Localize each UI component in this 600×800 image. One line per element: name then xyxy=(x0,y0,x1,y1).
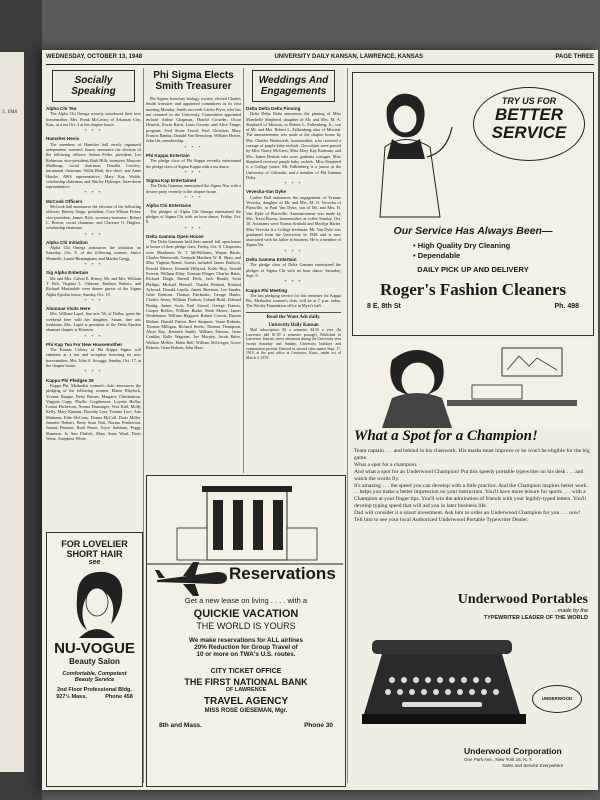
column-phi-sigma xyxy=(146,68,241,488)
socially-item-head: Alumnae Visits Here xyxy=(46,306,91,312)
underwood-body-4: It's amazing . . . the speed you can develop with a little practice. And the Champion inspires better work . . . helps you make a better impression on your instructors. You'll have more leisure for sports . . . with a Champion at your finger tips. You'll win the admiration of friends with your legibly-typed letters. You'll develop typing speed that will aid you in later business life. xyxy=(354,482,590,510)
phi-sigma-item-body: The Delta Gammas held their annual fall open house in honor of their pledge class, Friday, Oct. 8. Chaperons were Meadames W. T. McWilliams, Wayne Harris, Charles Wentworth, Gertrude Marthen, W. R. Shaw, and Miss Virginia Brand. Guests included James Endicott, Ronald Mercer, Kenneth Hillyard, Keith Hoy, Arnold Everett, William Dilay, Norman Flinger, Charles Bates, Richard Daigh, Darrell Deck, Jack Brader, Scott Phillips, Michael Metcalf, Charles Bennett, Richard Aylward, Donald Landis, James Sherman, Lee Sauder, Gene Robison, Thomas Fairbanks, George Hanks, Charles Avery, William Dodson, Leland Bishl, Edward Beulig, James Scott, Paul Stroud, George Francis, Cooper Bollow, William Burke, Mark Moore, James Wodehouse, William Haggard, Robert Cowen, Dayton Molam, Donald Patton, Bert Simpson, Verne Roberts, Thomas Milligan, Richard Steele, Thomas Thompson, Alton Ray, Kenneth Smith, William Parsons, Gene Conklin, Rolle Wagoner, Joe Murphy, Jacob Bales, Wallace McKee, Elden Bell, William McGregor, Grove Roberts, Gene Boloon, John Haas. xyxy=(146,239,241,351)
travel-agency: TRAVEL AGENCY xyxy=(203,696,289,707)
previous-page-date: 3, 1948 xyxy=(2,110,17,115)
phi-sigma-item-head: Delta Gamma Open House xyxy=(146,233,204,239)
socially-item-body: The Alpha Chi Omega sorority introduced their new housemother, Mrs. Frank McCreary of Arkansas City, Kan., at a tea Oct. 3 at the chapter house. xyxy=(46,111,141,127)
separator-stars: * * * xyxy=(84,369,103,375)
socially-item-body: Kappa Phi, Methodist women's club, announces the pledging of the following women: Elaine Blaylock, Yvonne Braque, Betty Brown, Margaret Christianson, Virginia Copp, Phyllis Coughenour, Loyette Hollar, Lorina Hickerson, Norma Hunsinger, Vera Karl, Molly Kelly, Mary Kinnear, Dorothy Lear, Yvonne Lore, Ann Mahuron, Edie McCarty, Donna McCall, Doris Miller, Jeanette Neibert, Betty Sean Nott, Norma Pemberton, Jeanny Pearson, Ruth Pence, Joyce Salsbury, Peggy Shannon, Jo Ann Ehrlich, Mary Anne Ward, Doris Wertz, Josephine White. xyxy=(46,382,141,441)
page-header xyxy=(46,54,594,65)
socially-item-head: Sig Alphs Entertain xyxy=(46,270,89,276)
underwood-badge-text: UNDERWOOD xyxy=(541,696,573,701)
phi-sigma-item-head: Sigma Kap Entertained xyxy=(146,178,197,184)
separator-stars: * * * xyxy=(284,181,303,187)
socially-item-body: Mrs. William Lapel, fine arts '36, of Dallas, spent the weekend here with her daughter, Susan, fine arts freshman. Mrs. Lapel is president of the Delta Epsilon alumnae chapter at Houston. xyxy=(46,311,141,333)
weddings-item-body: The pledge class of Delta Gamma entertained the pledges of Sigma Chi with an hour dance, Saturday, Sept. 9. xyxy=(246,262,341,278)
separator-stars: * * * xyxy=(184,169,203,175)
travel-office: CITY TICKET OFFICE xyxy=(210,668,282,675)
read-want-ads: Read the Want Ads daily. xyxy=(246,312,341,320)
woman-portrait-illustration xyxy=(65,568,125,638)
separator-stars: * * * xyxy=(84,297,103,303)
vogue-top-1: FOR LOVELIER xyxy=(61,539,128,549)
underwood-body-3: And what a spot for an Underwood Champion! Put this speedy portable typewriter on his desk . . . and watch the words fly. xyxy=(354,468,584,482)
student-illustration xyxy=(352,340,592,428)
phi-sigma-item-body: The pledges of Alpha Chi Omega entertained the pledges of Sigma Chi with an hour dance, Friday, Oct. 8. xyxy=(146,208,241,225)
cleaners-bullet-2: • Dependable xyxy=(413,251,461,260)
socially-item-body: The Kansas Colony of Phi Kappa Sigma will entertain at a tea and reception honoring its new housemother, Mrs. John A. Scruggs, Sunday, Oct. 17, at the chapter house. xyxy=(46,347,141,369)
socially-item-body: The members of Hamsher hall newly organized independent women's house, announce the election of the following officers: Selma Feller, president; Lea Robinson, vice-president; Ruth Hills, treasurer; Marjorie Muilhoup, social chairman; Drusilla Crowley, intramural chairman; Wilda Biatt, fire chief; and Anne Hawke, AWS representative; Mary Kay Waldo, scholarship chairman; and Shirley Hyberger, Inter-dorm representative. xyxy=(46,141,141,190)
column-rule-1 xyxy=(143,68,144,783)
column-rule-3 xyxy=(347,68,348,783)
separator-stars: * * * xyxy=(184,225,203,231)
vogue-tag-2: Beauty Service xyxy=(74,677,115,683)
travel-line-2: QUICKIE VACATION xyxy=(193,608,299,620)
socially-item-head: Kappa Phi Pledges 29 xyxy=(46,377,94,383)
cleaners-contact xyxy=(367,303,579,310)
weddings-item-head: Delta Gamma Entertain xyxy=(246,257,297,263)
weddings-item-body: Delta Delta Delta announces the pinning of Miss Marybelle Shepherd, daughter of Mr. and Mrs. M. A. Shepherd of Mission, to Robert L. Falkenberg, Jr., son of Mr. and Mrs. Robert L. Falkenberg, also of Mission. The announcement was made at the chapter house by Mrs. Charles Wentworth, housemother, who received a corsage of purple baby orchids. Chocolates were passed by Miss Nancy McGrew, Miss Mary Kay Kottman, and Mrs. James Bertoia who wore gardenia corsages. Miss Shepherd received purple baby orchids. Miss Shepherd is a College junior. Mr. Falkenberg is a junior at the University of Colorado, and a member of Phi Gamma Delta. xyxy=(246,111,341,180)
travel-line-4: We make reservations for ALL airlines xyxy=(189,637,303,644)
socially-item-body: McCook hall announces the election of the following officers: Harvey Stopp, president; Cora Wilson Fisher, vice-president; James Rich, secretary-treasurer; Robert C. Brown, social chairman; and Clarence O. Hughes, scholarship chairman. xyxy=(46,204,141,231)
vogue-top-2: SHORT HAIR xyxy=(66,549,123,559)
underwood-headline: What a Spot for a Champion! xyxy=(354,428,538,444)
previous-page-edge xyxy=(0,52,24,772)
socially-item-body: Alpha Chi Omega announces the initiation on Saturday, Oct. 9, of the following women: Janice Monteith, Laurie Birmingham, and Martha Gregg. xyxy=(46,245,141,261)
underwood-leader: TYPEWRITER LEADER OF THE WORLD xyxy=(483,615,588,621)
socially-items xyxy=(46,106,141,441)
underwood-corp-address: One Park Ave., New York 16, N. Y. xyxy=(464,757,533,762)
typewriter-illustration xyxy=(362,630,532,740)
column-rule-2 xyxy=(243,68,244,473)
separator-stars: * * * xyxy=(84,190,103,196)
underwood-brand: Underwood Portables xyxy=(457,592,588,607)
ad-underwood xyxy=(352,340,592,785)
kansan-subscription: Mail subscription: $3 a semester, $4.50 a year. (In Lawrence add $1.00 a semester postage). Published in Lawrence, Kansas, every afternoon during the University year except Saturday and Sunday. University holidays and examination periods. Entered as second class matter Sept. 17, 1910, at the post office at Lawrence, Kans., under act of March 3, 1879. xyxy=(246,328,341,360)
separator-stars: * * * xyxy=(184,144,203,150)
separator-stars: * * * xyxy=(84,262,103,268)
separator-stars: * * * xyxy=(284,279,303,285)
phi-sigma-item-body: Phi Sigma, honorary biology society, elected Charles Smith treasurer and appointed committees at its first meeting Monday. Smith succeeds Carlos Pryor, who has not returned to the University. Committees appointed include Arthur Chapman, Harold Crowder, Oscar Henrick, Erwin Baird, Louis Gesette, and Alice Timpe, program; Fred Stone Trusal, Paul Christian, Mary Francis Ramba, Donald Van Benschop, William Hetzer, John Ott, membership. xyxy=(146,96,241,144)
newspaper-page xyxy=(42,50,598,790)
bubble-line-1: TRY US FOR xyxy=(501,96,557,106)
bubble-line-2: BETTER xyxy=(495,105,563,124)
socially-item-body: Mr. and Mrs. Calvin E. Briney, Mr. and Mrs. William T. Belt, Virginia L. Osborne, Kathryn Walters, and Richard Martindale were dinner guests of the Sigma Alpha Epsilon house, Sunday, Oct. 10. xyxy=(46,275,141,297)
cleaners-headline: Our Service Has Always Been— xyxy=(393,225,553,237)
bubble-line-3: SERVICE xyxy=(491,123,567,142)
vogue-sub: Beauty Salon xyxy=(69,657,120,666)
phi-sigma-headline: Phi Sigma Elects Smith Treasurer xyxy=(153,70,234,92)
weddings-item-head: Kappa Phi Meeting xyxy=(246,287,288,293)
underwood-badge xyxy=(532,685,582,713)
underwood-made-by: . . . made by the xyxy=(548,608,588,614)
woman-illustration xyxy=(357,77,457,227)
socially-item-head: Hamsher Hevis xyxy=(46,136,80,142)
header-date: WEDNESDAY, OCTOBER 13, 1948 xyxy=(46,54,143,60)
underwood-body xyxy=(354,448,590,524)
weddings-item-head: Delta Delta Delta Pinning xyxy=(246,106,301,111)
cleaners-address: 8 E. 8th St xyxy=(367,303,401,310)
underwood-body-1: Team captain . . . and behind in his classwork. His marks must improve or he won't be eligible for the big game. xyxy=(354,448,590,461)
underwood-body-2: What a spot for a champion. xyxy=(354,461,418,468)
travel-manager: MISS ROSE GIESEMAN, Mgr. xyxy=(204,708,288,714)
travel-bank: THE FIRST NATIONAL BANK xyxy=(184,677,308,687)
travel-contact xyxy=(159,722,333,729)
weddings-items xyxy=(246,106,341,309)
reservations-copy xyxy=(147,596,345,729)
vogue-top-3: see xyxy=(88,559,101,566)
vogue-street: 927½ Mass. xyxy=(56,694,87,700)
travel-of: OF LAWRENCE xyxy=(225,687,267,693)
underwood-corp-sub: Sales and Service Everywhere xyxy=(502,763,564,768)
column-weddings xyxy=(246,68,341,478)
cleaners-bullet-1: • High Quality Dry Cleaning xyxy=(413,241,511,250)
binding-edge xyxy=(0,0,42,800)
travel-line-6: 10 or more on TWA's U.S. routes. xyxy=(196,651,296,658)
kansan-title: University Daily Kansan xyxy=(268,322,319,328)
ad-reservations xyxy=(146,475,346,787)
header-page-number: PAGE THREE xyxy=(555,54,594,60)
airplane-icon xyxy=(153,558,233,598)
vogue-phone: Phone 458 xyxy=(105,694,133,700)
separator-stars: * * * xyxy=(84,128,103,134)
travel-address: 8th and Mass. xyxy=(159,722,202,729)
header-masthead: UNIVERSITY DAILY KANSAN, LAWRENCE, KANSAS xyxy=(274,54,424,60)
vogue-contact xyxy=(47,694,142,700)
column-socially-speaking xyxy=(46,68,141,528)
separator-stars: * * * xyxy=(184,195,203,201)
separator-stars: * * * xyxy=(84,333,103,339)
travel-line-5: 20% Reduction for Group Travel of xyxy=(194,644,298,651)
underwood-body-5: Dad will consider it a smart investment. Ask him to order an Underwood Champion for you . . . now! Tell him to see your local Authorized Underwood Portable Typewriter Dealer. xyxy=(354,510,581,524)
underwood-corp: Underwood Corporation xyxy=(464,746,562,756)
cleaners-phone: Ph. 498 xyxy=(554,303,579,310)
socially-item-head: Phi Kap Tea For New Housemother xyxy=(46,341,123,347)
weddings-item-body: Corbin Hall announces the engagement of Yvonne Vevecka, daughter of Mr. and Mrs. M. O. Vevecka of Plainville, to Paul Van Dyke, son of Mr. and Mrs. H. Van Dyke of Plainville. Announcement was made by Mrs. Treva Brown, housemother, at coffee Sunday, Oct. 10. Assistants were Norma Arnhold and Marilyn Harter. Miss Vevecka is a College freshman. Mr. Van Dyke was graduated from the University in 1948 and is now associated with his father in business. He is a member of Sigma Nu. xyxy=(246,194,341,248)
cleaners-copy xyxy=(353,225,593,310)
weddings-item-body: The last pledging service for this semester for Kappa Phi, Methodist women's club, will be at 7 p.m. today. The Wesley Foundation office in Myer's hall. xyxy=(246,292,341,309)
ad-nu-vogue xyxy=(46,532,143,787)
ad-rogers-cleaners xyxy=(352,72,594,336)
travel-line-3: THE WORLD IS YOURS xyxy=(196,621,296,631)
travel-line-1: Get a new lease on living . . . . with a xyxy=(184,596,308,605)
vogue-address: 2nd Floor Professional Bldg. xyxy=(57,687,132,693)
phi-sigma-item-body: The pledge class of Phi Kappa recently entertained the pledge class of Sigma Kappa with a tea dance. xyxy=(146,158,241,169)
weddings-item-head: Vevecka-Van Dyke xyxy=(246,189,287,195)
separator-stars: * * * xyxy=(284,248,303,254)
socially-item-head: Alpha Chi Teu xyxy=(46,106,77,111)
phi-sigma-item-head: Alpha Chi Entertains xyxy=(146,203,192,209)
bank-building-illustration xyxy=(147,480,343,570)
phi-sigma-item-head: Phi Kappa Entertain xyxy=(146,152,190,158)
weddings-title: Weddings And Engagements xyxy=(252,70,335,102)
travel-phone: Phone 30 xyxy=(304,722,333,729)
cleaners-name: Roger's Fashion Cleaners xyxy=(379,280,567,299)
phi-sigma-items xyxy=(146,96,241,350)
vogue-name: NU-VOGUE xyxy=(54,640,135,657)
phi-sigma-item-body: The Delta Gammas entertained the Sigma Nus with a dessert party recently at the chapter house. xyxy=(146,183,241,194)
socially-item-head: Alpha Chi Initiation xyxy=(46,239,88,245)
separator-stars: * * * xyxy=(84,231,103,237)
socially-speaking-title: Socially Speaking xyxy=(52,70,135,102)
reservations-title: Reservations xyxy=(229,564,336,583)
speech-bubble xyxy=(473,87,585,161)
cleaners-pickup: DAILY PICK UP AND DELIVERY xyxy=(417,265,529,274)
socially-item-head: McCook Officers xyxy=(46,198,83,204)
vogue-tag-1: Comfortable, Competent xyxy=(62,671,127,677)
